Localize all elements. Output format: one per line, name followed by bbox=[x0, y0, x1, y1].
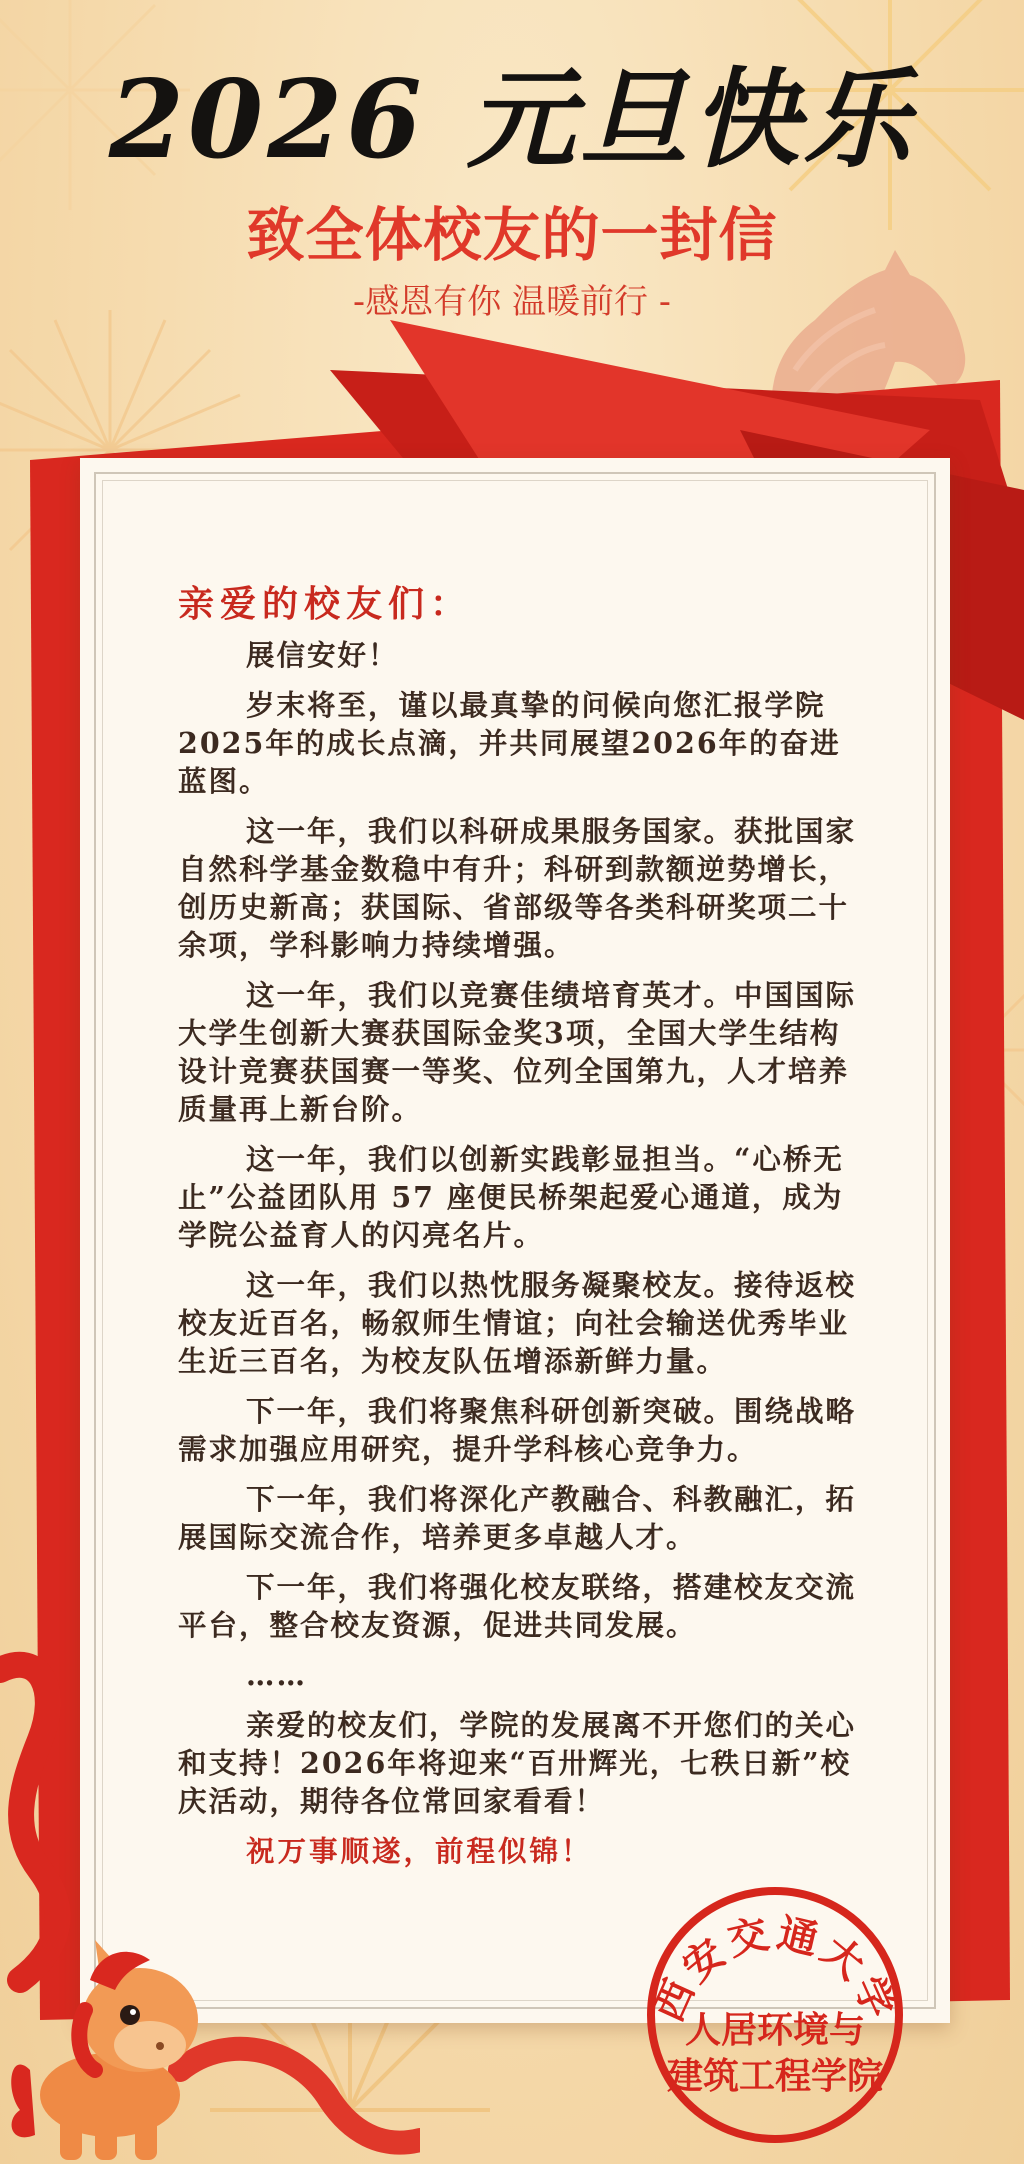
horse-mascot-icon bbox=[0, 1920, 230, 2164]
letter-paragraph: 这一年，我们以热忱服务凝聚校友。接待返校校友近百名，畅叙师生情谊；向社会输送优秀毕业生近三百名，为校友队伍增添新鲜力量。 bbox=[178, 1268, 857, 1378]
seal-line-2: 建筑工程学院 bbox=[666, 2055, 883, 2097]
seal-arc-text: 西安交通大学 bbox=[644, 1909, 906, 2029]
letter-closing: 祝万事顺遂，前程似锦！ bbox=[246, 1834, 593, 1868]
letter-paragraph: 这一年，我们以科研成果服务国家。获批国家自然科学基金数稳中有升；科研到款额逆势增长，创历史新高；获国际、省部级等各类科研奖项二十余项，学科影响力持续增强。 bbox=[178, 814, 857, 962]
letter-ellipsis: …… bbox=[246, 1658, 307, 1692]
page-title: 2026 元旦快乐 bbox=[108, 57, 916, 183]
page-tagline: -感恩有你 温暖前行 - bbox=[352, 282, 672, 322]
letter-paragraph: 亲爱的校友们，学院的发展离不开您们的关心和支持！2026年将迎来“百卅辉光，七秩日新”校庆活动，期待各位常回家看看！ bbox=[178, 1708, 857, 1818]
letter-greeting: 亲爱的校友们： bbox=[178, 583, 473, 625]
seal-line-1: 人居环境与 bbox=[684, 2009, 865, 2051]
letter-paragraph: 这一年，我们以竞赛佳绩培育英才。中国国际大学生创新大赛获国际金奖3项，全国大学生结构设计竞赛获国赛一等奖、位列全国第九，人才培养质量再上新台阶。 bbox=[178, 978, 857, 1126]
letter-paragraph: 下一年，我们将强化校友联络，搭建校友交流平台，整合校友资源，促进共同发展。 bbox=[178, 1570, 857, 1642]
letter-paragraph: 岁末将至，谨以最真挚的问候向您汇报学院2025年的成长点滴，并共同展望2026年的奋进蓝图。 bbox=[178, 688, 841, 798]
letter-paragraph: 展信安好！ bbox=[246, 638, 399, 672]
university-seal bbox=[640, 1880, 910, 2150]
letter-paragraph: 这一年，我们以创新实践彰显担当。“心桥无止”公益团队用 57 座便民桥架起爱心通道，成为学院公益育人的闪亮名片。 bbox=[178, 1142, 844, 1252]
letter-paragraph: 下一年，我们将深化产教融合、科教融汇，拓展国际交流合作，培养更多卓越人才。 bbox=[178, 1482, 857, 1554]
page-subtitle: 致全体校友的一封信 bbox=[246, 201, 778, 269]
letter-paragraph: 下一年，我们将聚焦科研创新突破。围绕战略需求加强应用研究，提升学科核心竞争力。 bbox=[178, 1394, 857, 1466]
